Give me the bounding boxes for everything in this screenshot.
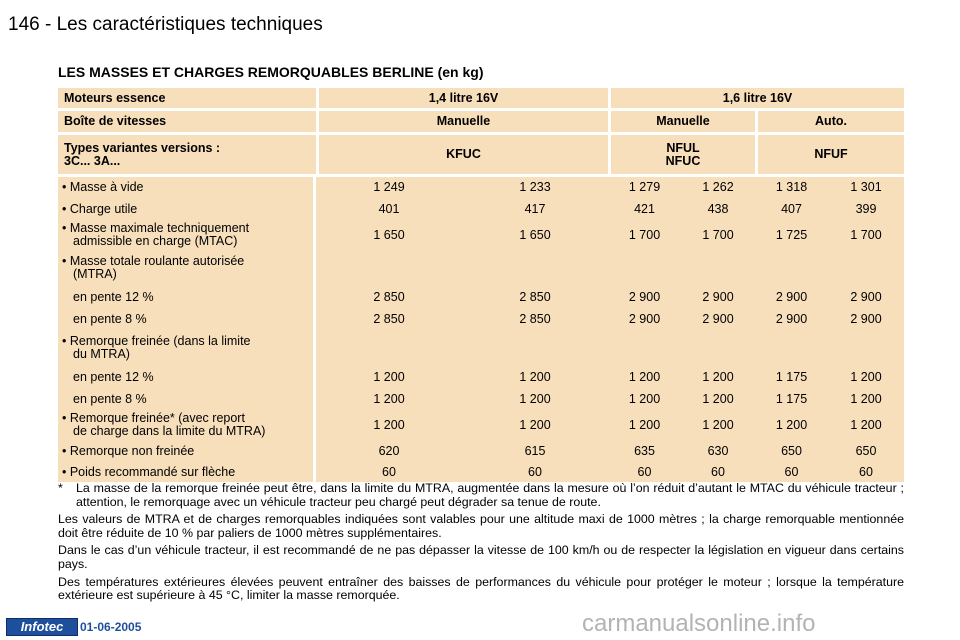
gearbox-1: Manuelle (316, 111, 608, 135)
row-label (58, 388, 316, 410)
cell-value: 2 900 (828, 286, 904, 308)
row-label-line1: • Remorque freinée (dans la limite (62, 334, 251, 348)
row-label-line1: • Charge utile (62, 201, 138, 216)
header-dash: - (44, 14, 52, 35)
cell-value: 438 (681, 198, 755, 220)
cell-value: 60 (316, 462, 462, 482)
cell-value: 630 (681, 440, 755, 462)
cell-value (828, 330, 904, 366)
cell-value (608, 250, 681, 286)
table-row (58, 330, 904, 366)
cell-value: 1 700 (608, 220, 681, 250)
cell-value: 615 (462, 440, 608, 462)
footer-date: 01-06-2005 (80, 620, 142, 634)
row-label-line1: • Masse maximale techniquement (62, 221, 250, 235)
cell-value: 1 200 (681, 410, 755, 440)
cell-value: 2 900 (681, 286, 755, 308)
cell-value: 2 900 (828, 308, 904, 330)
cell-value: 1 200 (608, 388, 681, 410)
cell-value: 1 249 (316, 177, 462, 198)
cell-value: 1 200 (462, 410, 608, 440)
cell-value: 1 233 (462, 177, 608, 198)
cell-value: 1 200 (316, 366, 462, 388)
row-label (58, 177, 316, 198)
cell-value (755, 250, 828, 286)
row-label-line1: • Remorque non freinée (62, 443, 195, 458)
footnote-mark: * (58, 481, 63, 495)
engine-1: 1,4 litre 16V (316, 88, 608, 111)
row-label (58, 440, 316, 462)
cell-value (755, 330, 828, 366)
row-label-line1: • Poids recommandé sur flèche (62, 464, 236, 479)
cell-value (462, 330, 608, 366)
cell-value: 60 (462, 462, 608, 482)
row-label (58, 462, 316, 482)
engine-row (58, 88, 904, 111)
row-label-line1: en pente 12 % (73, 289, 154, 304)
cell-value: 421 (608, 198, 681, 220)
cell-value: 2 900 (755, 308, 828, 330)
row-label-line1: en pente 8 % (73, 311, 147, 326)
cell-value: 650 (828, 440, 904, 462)
row-label (58, 250, 316, 286)
type-2-line2: NFUC (665, 153, 701, 168)
cell-value: 1 301 (828, 177, 904, 198)
cell-value: 407 (755, 198, 828, 220)
cell-value (608, 330, 681, 366)
type-2-line1: NFUL (666, 140, 700, 155)
cell-value (316, 250, 462, 286)
type-3: NFUF (755, 135, 904, 177)
row-label-line2: de charge dans la limite du MTRA) (73, 424, 266, 438)
cell-value: 2 900 (608, 308, 681, 330)
cell-value: 1 200 (828, 388, 904, 410)
cell-value: 2 900 (681, 308, 755, 330)
gearbox-row-label: Boîte de vitesses (58, 111, 316, 135)
cell-value: 417 (462, 198, 608, 220)
row-label (58, 410, 316, 440)
cell-value: 650 (755, 440, 828, 462)
cell-value: 60 (828, 462, 904, 482)
table-row (58, 286, 904, 308)
cell-value (316, 330, 462, 366)
cell-value: 1 200 (681, 366, 755, 388)
table-body (58, 177, 904, 482)
page-title: Les caractéristiques techniques (56, 14, 323, 35)
table-row (58, 177, 904, 198)
cell-value: 1 175 (755, 366, 828, 388)
row-label-line1: • Remorque freinée* (avec report (62, 411, 245, 425)
row-label (58, 286, 316, 308)
row-label (58, 308, 316, 330)
cell-value: 2 850 (462, 308, 608, 330)
cell-value: 1 200 (828, 410, 904, 440)
cell-value: 2 900 (755, 286, 828, 308)
trailer-loads-table (58, 88, 904, 482)
cell-value: 1 200 (681, 388, 755, 410)
infotec-logo: Infotec (6, 618, 78, 636)
table-row (58, 410, 904, 440)
table-row (58, 198, 904, 220)
note-paragraph-3: Des températures extérieures élevées peuvent entraîner des baisses de performances du véhicule pour protéger le moteur ; lorsque la température extérieure est supérieure à 45 °C, limiter la masse remorquée. (58, 574, 904, 603)
types-row-label (58, 135, 316, 177)
cell-value (462, 250, 608, 286)
type-1: KFUC (316, 135, 608, 177)
page-header (8, 14, 323, 36)
table-row (58, 462, 904, 482)
cell-value: 60 (608, 462, 681, 482)
type-2 (608, 135, 755, 177)
types-row (58, 135, 904, 177)
cell-value: 620 (316, 440, 462, 462)
cell-value: 1 700 (681, 220, 755, 250)
notes (58, 482, 904, 607)
row-label-line2: (MTRA) (73, 267, 117, 281)
section-title: LES MASSES ET CHARGES REMORQUABLES BERLINE (en kg) (58, 64, 484, 80)
table-row (58, 388, 904, 410)
row-label-line1: • Masse totale roulante autorisée (62, 254, 245, 268)
footnote (58, 482, 904, 509)
cell-value: 60 (755, 462, 828, 482)
row-label (58, 330, 316, 366)
cell-value: 1 200 (608, 410, 681, 440)
row-label (58, 220, 316, 250)
cell-value: 1 262 (681, 177, 755, 198)
cell-value: 401 (316, 198, 462, 220)
cell-value: 1 200 (316, 410, 462, 440)
cell-value: 1 200 (462, 366, 608, 388)
row-label-line2: du MTRA) (73, 347, 130, 361)
row-label-line2: admissible en charge (MTAC) (73, 234, 238, 248)
row-label-line1: en pente 8 % (73, 391, 147, 406)
cell-value: 2 850 (316, 286, 462, 308)
cell-value: 1 200 (608, 366, 681, 388)
cell-value: 1 700 (828, 220, 904, 250)
table-row (58, 250, 904, 286)
cell-value: 1 318 (755, 177, 828, 198)
cell-value: 1 200 (462, 388, 608, 410)
engine-row-label: Moteurs essence (58, 88, 316, 111)
cell-value: 1 200 (316, 388, 462, 410)
cell-value: 1 200 (828, 366, 904, 388)
cell-value: 1 650 (316, 220, 462, 250)
cell-value: 1 279 (608, 177, 681, 198)
engine-2: 1,6 litre 16V (608, 88, 904, 111)
cell-value: 1 175 (755, 388, 828, 410)
gearbox-3: Auto. (755, 111, 904, 135)
table-row (58, 366, 904, 388)
gearbox-row (58, 111, 904, 135)
cell-value: 635 (608, 440, 681, 462)
gearbox-2: Manuelle (608, 111, 755, 135)
note-paragraph-1: Les valeurs de MTRA et de charges remorquables indiquées sont valables pour une altitude maxi de 1000 mètres ; la charge remorquable mentionnée doit être réduite de 10 % par paliers de 1000 mètres supplémentaires. (58, 512, 904, 540)
cell-value (828, 250, 904, 286)
table-row (58, 220, 904, 250)
row-label-line1: en pente 12 % (73, 369, 154, 384)
cell-value: 1 200 (755, 410, 828, 440)
cell-value (681, 250, 755, 286)
cell-value (681, 330, 755, 366)
cell-value: 1 650 (462, 220, 608, 250)
row-label-line1: • Masse à vide (62, 180, 144, 194)
cell-value: 60 (681, 462, 755, 482)
page-number: 146 (8, 14, 40, 35)
table-row (58, 308, 904, 330)
cell-value: 1 725 (755, 220, 828, 250)
types-label-line1: Types variantes versions : (64, 140, 221, 155)
cell-value: 2 900 (608, 286, 681, 308)
note-paragraph-2: Dans le cas d’un véhicule tracteur, il est recommandé de ne pas dépasser la vitesse de 100 km/h ou de respecter la législation en vigueur dans certains pays. (58, 543, 904, 571)
cell-value: 2 850 (462, 286, 608, 308)
watermark: carmanualsonline.info (582, 610, 816, 637)
types-label-line2: 3C... 3A... (64, 153, 121, 168)
cell-value: 399 (828, 198, 904, 220)
row-label (58, 198, 316, 220)
footnote-text: La masse de la remorque freinée peut être, dans la limite du MTRA, augmentée dans la mesure où l’on réduit d’autant le MTAC du véhicule tracteur ; attention, le remorquage avec un véhicule tracteur peu chargé peut dégrader sa tenue de route. (76, 481, 904, 509)
table-row (58, 440, 904, 462)
row-label (58, 366, 316, 388)
cell-value: 2 850 (316, 308, 462, 330)
